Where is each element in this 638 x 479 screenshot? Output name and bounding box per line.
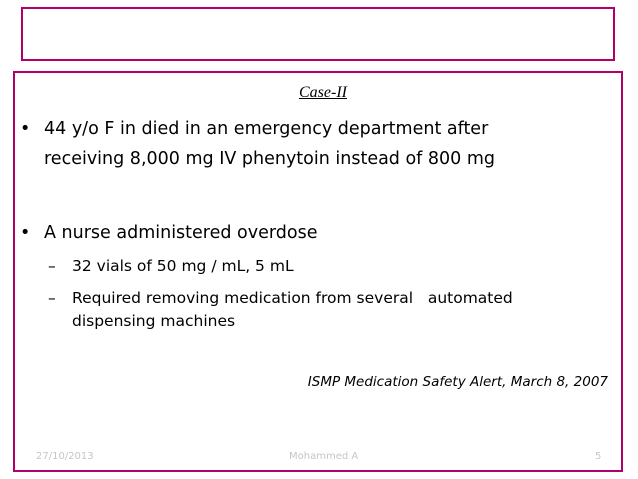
- footer-date: 27/10/2013: [36, 451, 94, 462]
- sub-bullet-2-line-1: Required removing medication from several automated: [72, 289, 513, 307]
- reference-citation: ISMP Medication Safety Alert, March 8, 2007: [307, 374, 608, 390]
- dash-marker: –: [48, 289, 56, 307]
- sub-bullet-2-line-2: dispensing machines: [72, 312, 236, 330]
- bullet-1-line-2: receiving 8,000 mg IV phenytoin instead of 800 mg: [44, 149, 496, 169]
- title-placeholder-box: [21, 7, 615, 61]
- bullet-marker: •: [20, 223, 31, 243]
- dash-marker: –: [48, 257, 56, 275]
- footer-page-number: 5: [595, 451, 602, 462]
- footer-author: Mohammed A: [289, 451, 359, 462]
- case-title: Case-II: [299, 84, 347, 101]
- bullet-1-line-1: 44 y/o F in died in an emergency department after: [44, 119, 489, 139]
- bullet-marker: •: [20, 119, 31, 139]
- bullet-2-line-1: A nurse administered overdose: [44, 223, 318, 243]
- sub-bullet-1-line-1: 32 vials of 50 mg / mL, 5 mL: [72, 257, 294, 275]
